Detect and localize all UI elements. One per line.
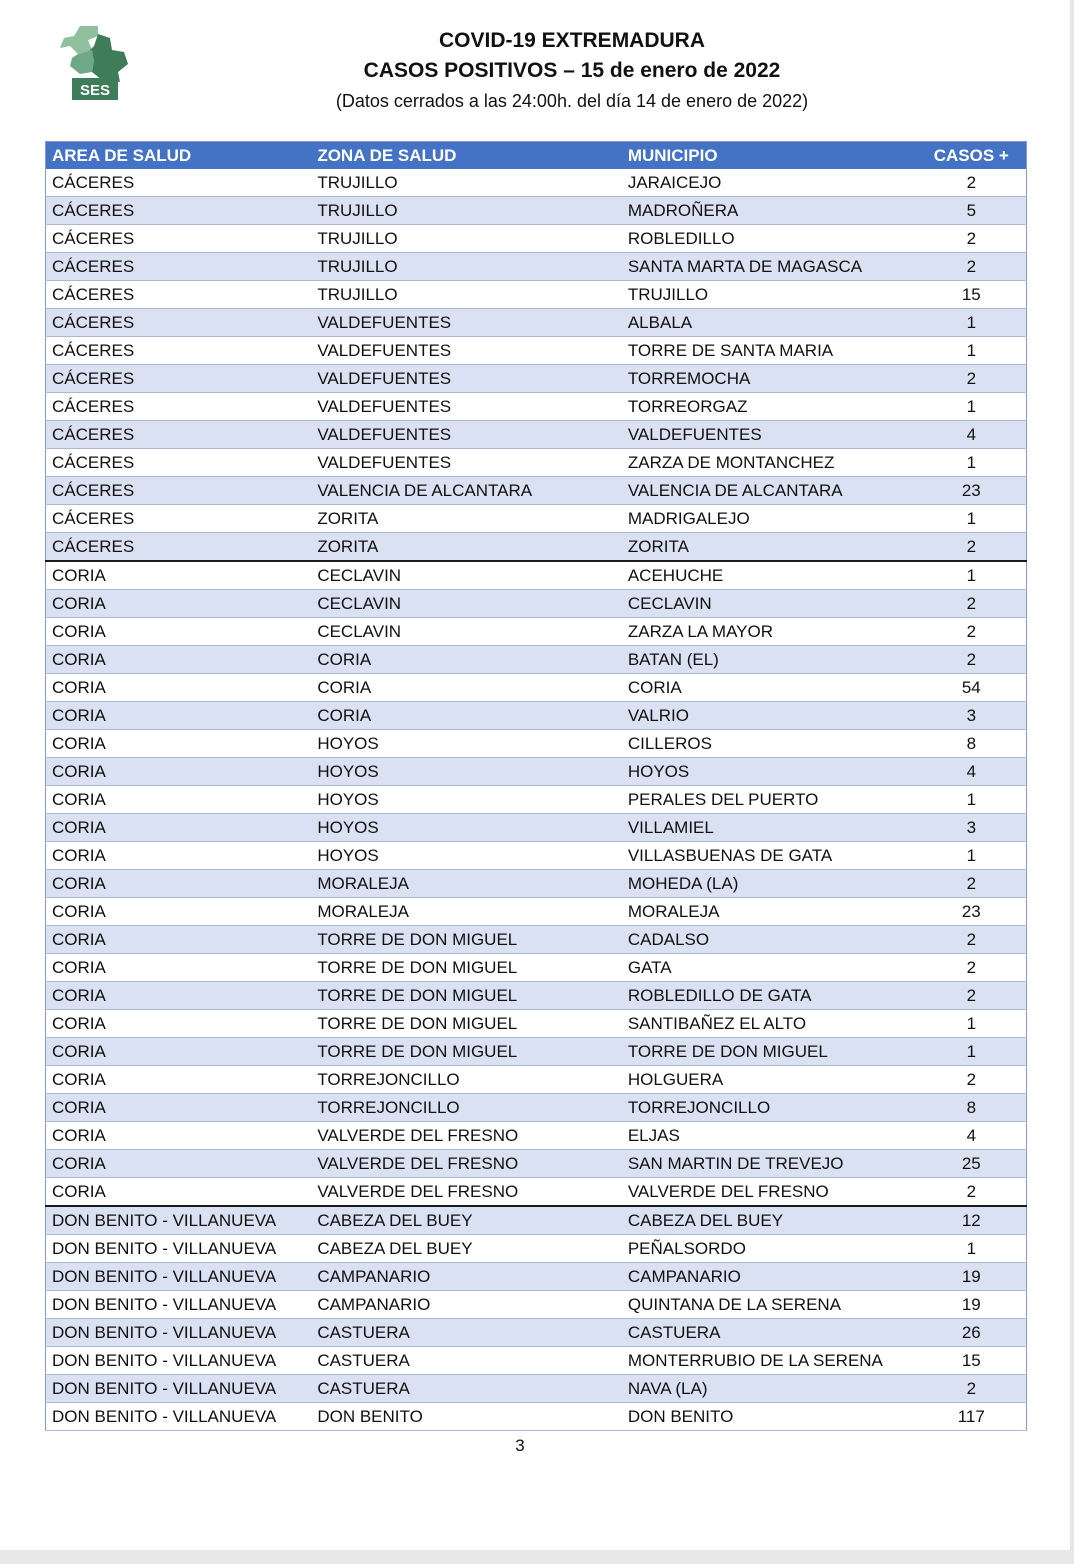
cell-municipio: MORALEJA: [622, 898, 931, 926]
cell-zona: VALDEFUENTES: [311, 309, 622, 337]
cell-area: CÁCERES: [46, 253, 312, 281]
cell-zona: CABEZA DEL BUEY: [311, 1206, 622, 1235]
cell-area: CORIA: [46, 898, 312, 926]
ses-logo: [58, 24, 132, 104]
cell-zona: HOYOS: [311, 814, 622, 842]
cell-casos: 1: [931, 1010, 1027, 1038]
cell-casos: 26: [931, 1319, 1027, 1347]
cell-area: CORIA: [46, 842, 312, 870]
cell-casos: 2: [931, 926, 1027, 954]
cell-municipio: CASTUERA: [622, 1319, 931, 1347]
cell-municipio: ZARZA LA MAYOR: [622, 618, 931, 646]
table-row: [46, 954, 1027, 982]
table-row: [46, 197, 1027, 225]
cell-municipio: MADROÑERA: [622, 197, 931, 225]
cell-zona: VALVERDE DEL FRESNO: [311, 1150, 622, 1178]
cell-municipio: ALBALA: [622, 309, 931, 337]
table-row: [46, 926, 1027, 954]
cell-casos: 1: [931, 449, 1027, 477]
table-row: [46, 505, 1027, 533]
cell-municipio: VILLASBUENAS DE GATA: [622, 842, 931, 870]
cell-area: CÁCERES: [46, 337, 312, 365]
cell-area: CORIA: [46, 1094, 312, 1122]
cell-area: CÁCERES: [46, 421, 312, 449]
cell-casos: 2: [931, 646, 1027, 674]
cell-casos: 2: [931, 1066, 1027, 1094]
cell-casos: 1: [931, 505, 1027, 533]
cell-zona: CORIA: [311, 702, 622, 730]
cell-municipio: MADRIGALEJO: [622, 505, 931, 533]
cell-casos: 2: [931, 618, 1027, 646]
cell-area: CÁCERES: [46, 169, 312, 197]
cell-zona: TORRE DE DON MIGUEL: [311, 1010, 622, 1038]
table-row: [46, 730, 1027, 758]
table-row: [46, 1038, 1027, 1066]
cell-casos: 3: [931, 814, 1027, 842]
cell-area: CÁCERES: [46, 505, 312, 533]
table-row: [46, 1403, 1027, 1431]
cell-casos: 1: [931, 1038, 1027, 1066]
table-row: [46, 281, 1027, 309]
cell-casos: 2: [931, 365, 1027, 393]
table-row: [46, 1319, 1027, 1347]
cell-municipio: VALENCIA DE ALCANTARA: [622, 477, 931, 505]
document-title: COVID-19 EXTREMADURA: [438, 29, 706, 52]
cell-casos: 117: [931, 1403, 1027, 1431]
table-row: [46, 1094, 1027, 1122]
cell-casos: 1: [931, 309, 1027, 337]
cell-zona: TORRE DE DON MIGUEL: [311, 982, 622, 1010]
table-row: [46, 449, 1027, 477]
cell-municipio: MONTERRUBIO DE LA SERENA: [622, 1347, 931, 1375]
cell-municipio: SANTIBAÑEZ EL ALTO: [622, 1010, 931, 1038]
cell-municipio: BATAN (EL): [622, 646, 931, 674]
cell-casos: 2: [931, 590, 1027, 618]
cell-casos: 19: [931, 1291, 1027, 1319]
cell-municipio: CORIA: [622, 674, 931, 702]
cell-municipio: ROBLEDILLO DE GATA: [622, 982, 931, 1010]
cell-municipio: TRUJILLO: [622, 281, 931, 309]
cell-area: CORIA: [46, 814, 312, 842]
table-row: [46, 646, 1027, 674]
table-row: [46, 842, 1027, 870]
table-row: [46, 477, 1027, 505]
cell-casos: 1: [931, 786, 1027, 814]
cell-casos: 54: [931, 674, 1027, 702]
table-row: [46, 590, 1027, 618]
cell-municipio: NAVA (LA): [622, 1375, 931, 1403]
cell-casos: 23: [931, 898, 1027, 926]
table-row: [46, 561, 1027, 590]
cell-area: CORIA: [46, 561, 312, 590]
cell-municipio: CADALSO: [622, 926, 931, 954]
cell-municipio: VALDEFUENTES: [622, 421, 931, 449]
cell-zona: CASTUERA: [311, 1347, 622, 1375]
cell-municipio: MOHEDA (LA): [622, 870, 931, 898]
table-row: [46, 758, 1027, 786]
cell-municipio: CECLAVIN: [622, 590, 931, 618]
cell-area: CORIA: [46, 982, 312, 1010]
table-row: [46, 1066, 1027, 1094]
cell-zona: VALENCIA DE ALCANTARA: [311, 477, 622, 505]
cell-area: CÁCERES: [46, 393, 312, 421]
cell-zona: ZORITA: [311, 533, 622, 562]
table-row: [46, 898, 1027, 926]
cell-casos: 19: [931, 1263, 1027, 1291]
cell-zona: ZORITA: [311, 505, 622, 533]
cell-zona: TORREJONCILLO: [311, 1066, 622, 1094]
table-row: [46, 337, 1027, 365]
cell-area: DON BENITO - VILLANUEVA: [46, 1319, 312, 1347]
table-row: [46, 169, 1027, 197]
document-header: [260, 28, 884, 114]
table-row: [46, 982, 1027, 1010]
cell-casos: 12: [931, 1206, 1027, 1235]
column-header-area: AREA DE SALUD: [46, 142, 312, 170]
cell-casos: 2: [931, 533, 1027, 562]
table-row: [46, 618, 1027, 646]
table-row: [46, 393, 1027, 421]
cell-zona: CAMPANARIO: [311, 1291, 622, 1319]
cell-area: CORIA: [46, 646, 312, 674]
table-row: [46, 1347, 1027, 1375]
cell-zona: MORALEJA: [311, 870, 622, 898]
cell-municipio: ACEHUCHE: [622, 561, 931, 590]
cell-zona: CORIA: [311, 674, 622, 702]
cell-casos: 2: [931, 169, 1027, 197]
cell-zona: TRUJILLO: [311, 197, 622, 225]
cell-municipio: PERALES DEL PUERTO: [622, 786, 931, 814]
table-row: [46, 1122, 1027, 1150]
table-row: [46, 1150, 1027, 1178]
cell-municipio: PEÑALSORDO: [622, 1235, 931, 1263]
cell-area: DON BENITO - VILLANUEVA: [46, 1291, 312, 1319]
table-row: [46, 870, 1027, 898]
cell-municipio: HOYOS: [622, 758, 931, 786]
cell-casos: 2: [931, 225, 1027, 253]
cell-municipio: CAMPANARIO: [622, 1263, 931, 1291]
table-row: [46, 365, 1027, 393]
cell-casos: 2: [931, 982, 1027, 1010]
cell-municipio: CILLEROS: [622, 730, 931, 758]
page-edge-shadow: [1070, 0, 1074, 1564]
cell-zona: HOYOS: [311, 786, 622, 814]
cell-area: CORIA: [46, 926, 312, 954]
data-cutoff-note: (Datos cerrados a las 24:00h. del día 14 de enero de 2022): [335, 91, 809, 111]
cell-casos: 2: [931, 870, 1027, 898]
table-row: [46, 1178, 1027, 1207]
cell-zona: TORRE DE DON MIGUEL: [311, 926, 622, 954]
cell-area: DON BENITO - VILLANUEVA: [46, 1347, 312, 1375]
cell-zona: TORRE DE DON MIGUEL: [311, 1038, 622, 1066]
cell-zona: TRUJILLO: [311, 281, 622, 309]
cell-area: CORIA: [46, 786, 312, 814]
cell-municipio: SAN MARTIN DE TREVEJO: [622, 1150, 931, 1178]
table-row: [46, 786, 1027, 814]
cell-casos: 2: [931, 1178, 1027, 1207]
cell-municipio: TORRE DE SANTA MARIA: [622, 337, 931, 365]
cell-area: CORIA: [46, 1066, 312, 1094]
cell-casos: 8: [931, 1094, 1027, 1122]
cell-casos: 23: [931, 477, 1027, 505]
cell-municipio: TORRE DE DON MIGUEL: [622, 1038, 931, 1066]
cell-casos: 4: [931, 421, 1027, 449]
table-row: [46, 702, 1027, 730]
cell-area: CÁCERES: [46, 449, 312, 477]
cell-zona: HOYOS: [311, 730, 622, 758]
cell-municipio: GATA: [622, 954, 931, 982]
cell-area: CORIA: [46, 1122, 312, 1150]
cell-zona: VALDEFUENTES: [311, 421, 622, 449]
cell-municipio: TORREORGAZ: [622, 393, 931, 421]
table-row: [46, 421, 1027, 449]
cell-municipio: JARAICEJO: [622, 169, 931, 197]
cell-area: DON BENITO - VILLANUEVA: [46, 1375, 312, 1403]
cell-area: CORIA: [46, 702, 312, 730]
cell-area: DON BENITO - VILLANUEVA: [46, 1206, 312, 1235]
cases-table: [45, 141, 1027, 1431]
cell-zona: CASTUERA: [311, 1375, 622, 1403]
cell-area: CÁCERES: [46, 477, 312, 505]
cell-zona: HOYOS: [311, 758, 622, 786]
cell-casos: 3: [931, 702, 1027, 730]
table-row: [46, 253, 1027, 281]
cell-municipio: CABEZA DEL BUEY: [622, 1206, 931, 1235]
cell-zona: DON BENITO: [311, 1403, 622, 1431]
table-row: [46, 309, 1027, 337]
cell-casos: 25: [931, 1150, 1027, 1178]
cell-municipio: TORREJONCILLO: [622, 1094, 931, 1122]
table-row: [46, 1291, 1027, 1319]
cell-area: DON BENITO - VILLANUEVA: [46, 1403, 312, 1431]
cell-municipio: HOLGUERA: [622, 1066, 931, 1094]
cell-municipio: VILLAMIEL: [622, 814, 931, 842]
cell-municipio: QUINTANA DE LA SERENA: [622, 1291, 931, 1319]
document-subtitle-date: CASOS POSITIVOS – 15 de enero de 2022: [363, 59, 781, 82]
cell-municipio: VALRIO: [622, 702, 931, 730]
cell-casos: 2: [931, 1375, 1027, 1403]
cell-zona: CORIA: [311, 646, 622, 674]
cell-municipio: DON BENITO: [622, 1403, 931, 1431]
table-row: [46, 674, 1027, 702]
table-row: [46, 1206, 1027, 1235]
table-row: [46, 1375, 1027, 1403]
table-row: [46, 1263, 1027, 1291]
cell-zona: TRUJILLO: [311, 225, 622, 253]
table-row: [46, 1010, 1027, 1038]
cell-area: CORIA: [46, 1010, 312, 1038]
cell-casos: 4: [931, 758, 1027, 786]
table-row: [46, 225, 1027, 253]
cell-casos: 15: [931, 1347, 1027, 1375]
cell-area: CÁCERES: [46, 365, 312, 393]
cell-zona: VALDEFUENTES: [311, 337, 622, 365]
cell-area: CÁCERES: [46, 533, 312, 562]
cell-zona: VALDEFUENTES: [311, 393, 622, 421]
cell-casos: 2: [931, 253, 1027, 281]
cell-area: CORIA: [46, 674, 312, 702]
cell-municipio: ZORITA: [622, 533, 931, 562]
cell-casos: 2: [931, 954, 1027, 982]
cell-area: DON BENITO - VILLANUEVA: [46, 1235, 312, 1263]
cell-area: CORIA: [46, 870, 312, 898]
cell-casos: 1: [931, 393, 1027, 421]
cell-casos: 1: [931, 561, 1027, 590]
ses-logo-text: SES: [79, 82, 111, 99]
table-row: [46, 533, 1027, 562]
cell-zona: CECLAVIN: [311, 590, 622, 618]
cell-area: DON BENITO - VILLANUEVA: [46, 1263, 312, 1291]
cell-zona: MORALEJA: [311, 898, 622, 926]
cell-casos: 4: [931, 1122, 1027, 1150]
cell-municipio: VALVERDE DEL FRESNO: [622, 1178, 931, 1207]
cell-area: CORIA: [46, 590, 312, 618]
cell-area: CORIA: [46, 758, 312, 786]
column-header-municipio: MUNICIPIO: [622, 142, 931, 170]
cell-zona: VALVERDE DEL FRESNO: [311, 1122, 622, 1150]
cell-zona: VALDEFUENTES: [311, 449, 622, 477]
cell-zona: VALDEFUENTES: [311, 365, 622, 393]
page-number: 3: [515, 1436, 525, 1455]
table-row: [46, 1235, 1027, 1263]
cell-area: CORIA: [46, 1038, 312, 1066]
cell-zona: HOYOS: [311, 842, 622, 870]
cell-casos: 8: [931, 730, 1027, 758]
cell-zona: CABEZA DEL BUEY: [311, 1235, 622, 1263]
table-row: [46, 814, 1027, 842]
cell-area: CORIA: [46, 1150, 312, 1178]
cell-zona: CASTUERA: [311, 1319, 622, 1347]
cell-zona: TRUJILLO: [311, 169, 622, 197]
cell-casos: 1: [931, 1235, 1027, 1263]
page-bottom-bar: [0, 1550, 1074, 1564]
cell-zona: VALVERDE DEL FRESNO: [311, 1178, 622, 1207]
cell-municipio: ZARZA DE MONTANCHEZ: [622, 449, 931, 477]
cell-casos: 1: [931, 842, 1027, 870]
cell-casos: 1: [931, 337, 1027, 365]
cell-municipio: TORREMOCHA: [622, 365, 931, 393]
cell-zona: CAMPANARIO: [311, 1263, 622, 1291]
cell-municipio: ROBLEDILLO: [622, 225, 931, 253]
table-body: [46, 169, 1027, 1431]
cell-zona: CECLAVIN: [311, 618, 622, 646]
cell-area: CORIA: [46, 618, 312, 646]
cell-zona: TORREJONCILLO: [311, 1094, 622, 1122]
cell-area: CÁCERES: [46, 197, 312, 225]
cell-area: CORIA: [46, 730, 312, 758]
cell-zona: TORRE DE DON MIGUEL: [311, 954, 622, 982]
table-header-row: [46, 142, 1027, 170]
cell-zona: CECLAVIN: [311, 561, 622, 590]
cell-area: CÁCERES: [46, 281, 312, 309]
cell-municipio: ELJAS: [622, 1122, 931, 1150]
cell-area: CORIA: [46, 954, 312, 982]
cell-municipio: SANTA MARTA DE MAGASCA: [622, 253, 931, 281]
cell-casos: 15: [931, 281, 1027, 309]
cell-area: CÁCERES: [46, 225, 312, 253]
cell-area: CÁCERES: [46, 309, 312, 337]
column-header-casos: CASOS +: [931, 142, 1027, 170]
column-header-zona: ZONA DE SALUD: [311, 142, 622, 170]
cell-zona: TRUJILLO: [311, 253, 622, 281]
cell-area: CORIA: [46, 1178, 312, 1207]
cell-casos: 5: [931, 197, 1027, 225]
